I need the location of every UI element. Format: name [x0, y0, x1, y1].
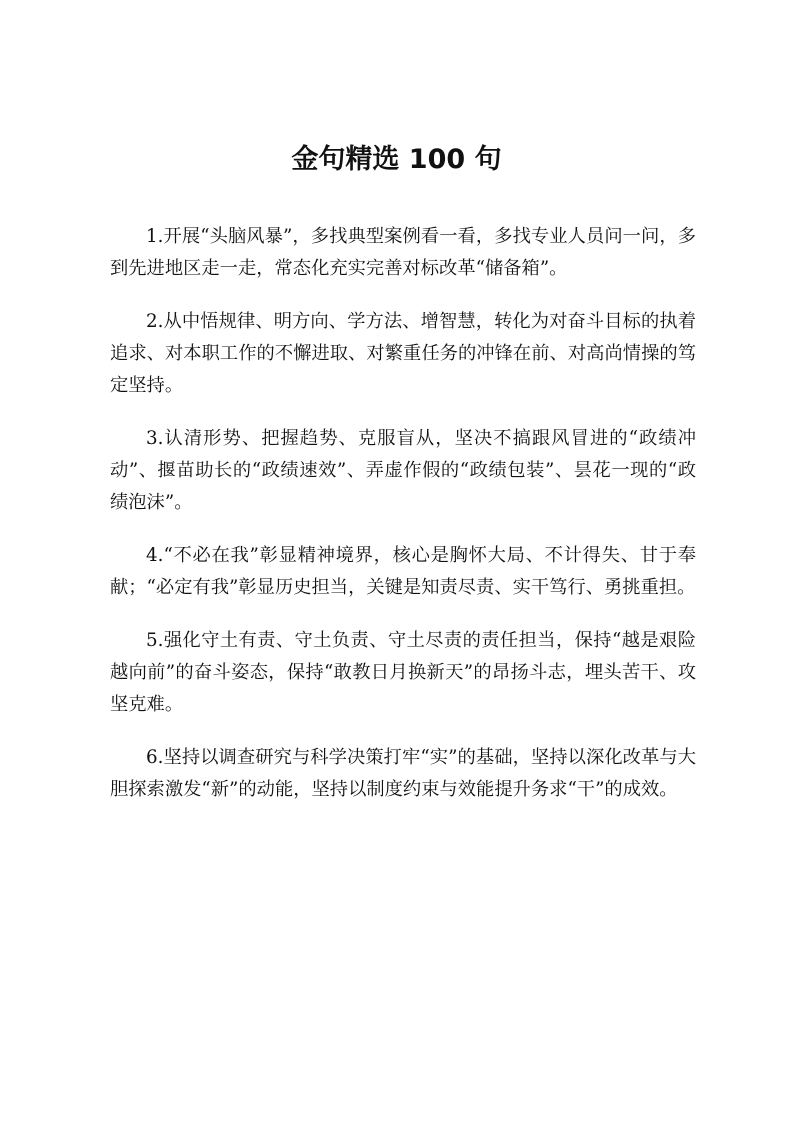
- quote-paragraph-3: 3.认清形势、把握趋势、克服盲从，坚决不搞跟风冒进的“政绩冲动”、揠苗助长的“政绩速效”、弄虚作假的“政绩包装”、昙花一现的“政绩泡沫”。: [110, 428, 696, 513]
- document-body: [110, 221, 696, 827]
- page-title: 金句精选 100 句: [291, 144, 502, 175]
- quote-paragraph-4: 4.“不必在我”彰显精神境界，核心是胸怀大局、不计得失、甘于奉献；“必定有我”彰显历史担当，关键是知责尽责、实干笃行、勇挑重担。: [110, 545, 696, 598]
- quote-paragraph-5: 5.强化守土有责、守土负责、守土尽责的责任担当，保持“越是艰险越向前”的奋斗姿态，保持“敢教日月换新天”的昂扬斗志，埋头苦干、攻坚克难。: [110, 630, 696, 715]
- quote-paragraph-6: 6.坚持以调查研究与科学决策打牢“实”的基础，坚持以深化改革与大胆探索激发“新”的动能，坚持以制度约束与效能提升务求“干”的成效。: [110, 747, 696, 800]
- quote-paragraph-2: 2.从中悟规律、明方向、学方法、增智慧，转化为对奋斗目标的执着追求、对本职工作的不懈进取、对繁重任务的冲锋在前、对高尚情操的笃定坚持。: [110, 311, 696, 396]
- quote-paragraph-1: 1.开展“头脑风暴”，多找典型案例看一看，多找专业人员问一问，多到先进地区走一走，常态化充实完善对标改革“储备箱”。: [110, 226, 696, 279]
